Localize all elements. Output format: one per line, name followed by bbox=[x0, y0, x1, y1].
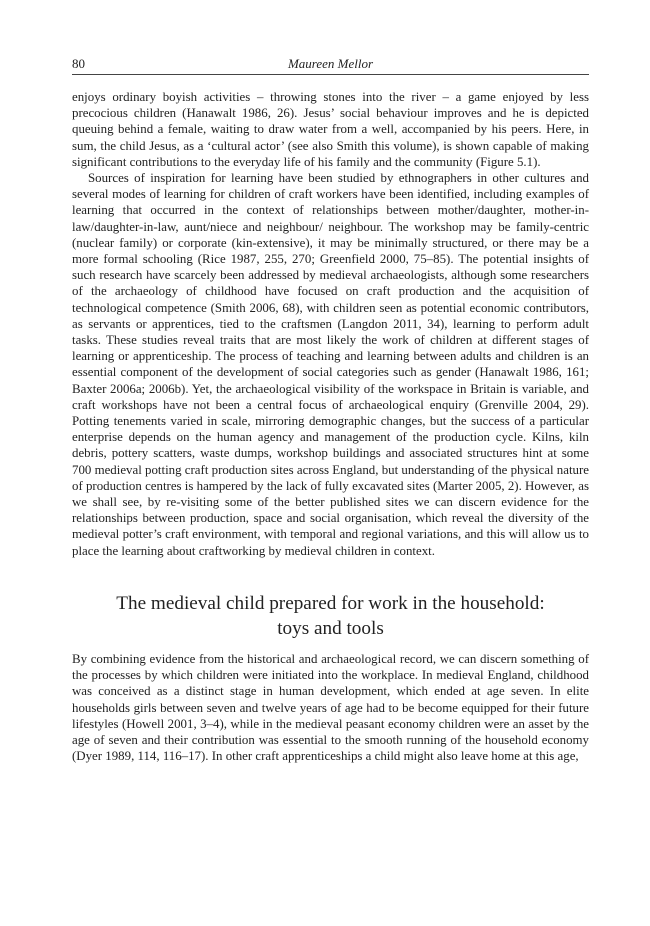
section-heading-line-1: The medieval child prepared for work in the household: bbox=[116, 592, 545, 614]
section-paragraph: By combining evidence from the historical and archaeological record, we can discern something of the processes by which children were initiated into the workplace. In medieval England, childhood was conceived as a distinct stage in human development, which ended at age seven. In elite households girls between seven and twelve years of age had to be become equipped for their future lifestyles (Howell 2001, 3–4), while in the medieval peasant economy children were an asset by the age of seven and their contribution was essential to the smooth running of the household economy (Dyer 1989, 114, 116–17). In other craft apprenticeships a child might also leave home at this age, bbox=[72, 651, 589, 764]
paragraph-sources-of-inspiration: Sources of inspiration for learning have been studied by ethnographers in other cultures and several modes of learning for children of craft workers have been identified, including examples of learning that occurred in the context of relationships between mother/daughter, mother-in-law/daughter-in-law, aunt/niece and neighbour/ neighbour. The workshop may be family-centric (nuclear family) or corporate (kin-extensive), it may be minimally structured, or there may be a more formal schooling (Rice 1987, 255, 270; Greenfield 2000, 75–85). The potential insights of such research have scarcely been addressed by medieval archaeologists, although some researchers of the archaeology of childhood have focused on craft production and the acquisition of technological competence (Smith 2006, 68), with children seen as potential economic contributors, as servants or apprentices, tied to the craftsmen (Langdon 2011, 34), learning to perform adult tasks. These studies reveal traits that are most likely the work of children at different stages of learning or apprenticeship. The process of teaching and learning between adults and children is an essential component of the development of social categories such as gender (Hanawalt 1986, 161; Baxter 2006a; 2006b). Yet, the archaeological visibility of the workspace in Britain is variable, and craft workshops have not been a central focus of archaeological enquiry (Grenville 2004, 29). Potting tenements varied in scale, mirroring demographic changes, but the success of a particular enterprise depends on the human agency and management of the production cycle. Kilns, kiln debris, pottery scatters, waste dumps, workshop buildings and associated structures hint at some 700 medieval potting craft production sites across England, but understanding of the physical nature of production centres is hampered by the lack of fully excavated sites (Marter 2005, 2). However, as we shall see, by re-visiting some of the better published sites we can discern evidence for the relationships between production, space and social organisation, which reveal the diversity of the medieval potter’s craft environment, with temporal and regional variations, and this will allow us to place the learning about craftworking by medieval children in context. bbox=[72, 171, 589, 558]
body-text bbox=[72, 89, 589, 559]
book-page bbox=[72, 54, 589, 764]
running-head-author: Maureen Mellor bbox=[287, 56, 374, 71]
section-heading-line-2: toys and tools bbox=[277, 617, 384, 639]
paragraph-continued: enjoys ordinary boyish activities – throwing stones into the river – a game enjoyed by less precocious children (Hanawalt 1986, 26). Jesus’ social behaviour improves and he is depicted queuing behind a female, waiting to draw water from a well, accompanied by his peers. Here, in sum, the child Jesus, as a ‘cultural actor’ (see also Smith this volume), is shown capable of making significant contributions to the everyday life of his family and the community (Figure 5.1). bbox=[72, 90, 589, 169]
section-heading bbox=[72, 591, 589, 641]
page-number: 80 bbox=[72, 56, 85, 71]
running-header bbox=[72, 54, 589, 75]
